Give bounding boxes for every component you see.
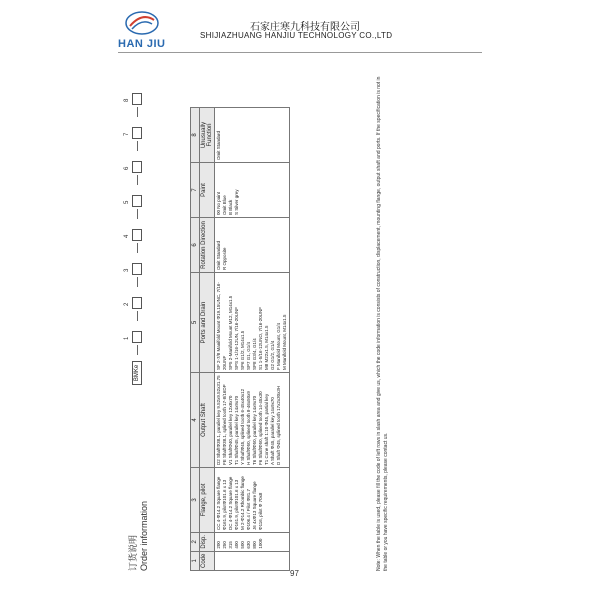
cell-line: T6 ShaftΦ50, parallel key 14x9x70 xyxy=(252,395,257,465)
shaft-cell xyxy=(215,372,290,467)
header-shaft: Output Shaft xyxy=(200,372,215,467)
cell-line: R Opposite xyxy=(222,247,227,270)
paint-cell xyxy=(215,162,290,217)
code-slot-number: 2 xyxy=(124,302,130,306)
title-en: Order information xyxy=(139,500,149,571)
cell-line: 400 xyxy=(234,541,239,549)
code-prefix-box: BMKe xyxy=(132,361,142,385)
cell-line: FE ShaftΦ38.1, splined tooth 17-8/16DP xyxy=(222,384,227,465)
cell-line: 250 xyxy=(222,541,227,549)
header-flange: Flange, pilot xyxy=(200,467,215,532)
cell-line: CC 4-Φ14.2 Square flange Φ161.9, pilotΦ101.6 x 13 xyxy=(216,476,227,530)
code-slot-number: 7 xyxy=(124,132,130,136)
index-cell: 3 xyxy=(191,467,200,532)
code-slot-box xyxy=(132,127,142,139)
cell-line: A Shaft Φ45, parallel key 14x9x70 xyxy=(270,397,275,465)
cell-line: SP7 G1, G1/4 xyxy=(246,341,251,370)
code-slot-box xyxy=(132,297,142,309)
code-slot-number: 5 xyxy=(124,200,130,204)
function-cell xyxy=(215,107,290,162)
cell-line: H ShaftΦ50, splined tooth 8-46x50x9 xyxy=(246,391,251,465)
title-cn: 订货说明 xyxy=(128,534,138,571)
cell-line: 315 xyxy=(228,541,233,549)
company-name-en: SHIJIAZHUANG HANJIU TECHNOLOGY CO.,LTD xyxy=(200,31,393,40)
index-cell: 6 xyxy=(191,217,200,272)
cell-line: 630 xyxy=(246,541,251,549)
cell-line: 500 xyxy=(240,541,245,549)
note-text: Note: When the table is used, please fill the code of left rows in slash area and give us, which the code information is consists of construction, displacement, mounting flange, output shaft and ports. If the specification is not in the table or you have specific requirements, please contact us. xyxy=(376,76,389,571)
cell-line: SF 2-7/8 Manifold Mount Φ19.15UNC, 7/16-20UNF xyxy=(216,282,227,370)
cell-line: D2 ShaftΦ38.1, parallel key 9.52x9.52x31.75 xyxy=(216,375,221,465)
cell-line: SP5 2-Manifold Mount M12, M14x1.5 xyxy=(228,295,233,370)
company-name-cn: 石家庄寒九科技有限公司 xyxy=(250,22,360,33)
cell-line: S Silver grey xyxy=(234,189,239,215)
cell-line: T1 ShaftΦ45, parallel key 14x9x70 xyxy=(234,395,239,465)
header-rotation: Rotation Direction xyxy=(200,217,215,272)
code-dash xyxy=(137,345,138,355)
brand-name: HAN JIU xyxy=(118,38,166,50)
code-dash xyxy=(137,107,138,117)
cell-line: D Shaft Φ45, splined tooth 17x2x30x3H xyxy=(276,385,281,465)
header-disp: Disp. xyxy=(200,532,215,551)
header-ports: Ports and Drain xyxy=(200,272,215,372)
cell-line: SPS 1-1/16-12UN, 7/16-20UNF xyxy=(234,306,239,370)
cell-line: F6 ShaftΦ50, splined tooth 14-45x30 xyxy=(258,391,263,465)
order-table xyxy=(190,107,290,571)
code-dash xyxy=(137,175,138,185)
code-slot-box xyxy=(132,161,142,173)
code-slot-box xyxy=(132,93,142,105)
code-cell xyxy=(215,551,290,570)
cell-line: B Black xyxy=(228,199,233,215)
flange-cell xyxy=(215,467,290,532)
rotation-cell xyxy=(215,217,290,272)
cell-line: SP8 G3/4, G1/4 xyxy=(252,338,257,370)
code-slot-number: 8 xyxy=(124,98,130,102)
cell-line: F Manifold Mount, G1/4 xyxy=(276,322,281,370)
cell-line: 800 xyxy=(252,541,257,549)
code-slot-box xyxy=(132,229,142,241)
page-number: 97 xyxy=(290,569,299,578)
code-slot-box xyxy=(132,263,142,275)
cell-line: 00 No paint xyxy=(216,191,221,215)
cell-line: DC 4-Φ14.2 Square flange Φ161.9, pilotΦ101.6 x 13 xyxy=(228,476,239,530)
index-cell: 2 xyxy=(191,532,200,551)
hanjiu-logo-icon xyxy=(124,10,160,36)
cell-line: 200 xyxy=(216,541,221,549)
header-function: Unusually Function xyxy=(200,107,215,162)
header-code: Code xyxy=(200,551,215,570)
code-dash xyxy=(137,311,138,321)
cell-line: Omit Blue xyxy=(222,195,227,215)
cell-line: 1000 xyxy=(258,538,263,549)
code-dash xyxy=(137,277,138,287)
cell-line: M8 M22x1.5, M14x1.5 xyxy=(264,325,269,370)
header-row xyxy=(200,107,215,570)
disp-cell xyxy=(215,532,290,551)
code-dash xyxy=(137,209,138,219)
index-cell: 4 xyxy=(191,372,200,467)
cell-line: J6 4xΦ13 Square flange Φ116, pilot Φ 70x8 xyxy=(252,481,263,530)
cell-line: M 2-Φ14.2 Rhombic flange Φ106.4 / Pilot Φ81.7 xyxy=(240,476,251,530)
index-cell: 8 xyxy=(191,107,200,162)
cell-line: Omit Standard xyxy=(216,240,221,270)
code-dash xyxy=(137,141,138,151)
cell-line: SP6 G1/2, M14x1.5 xyxy=(240,330,245,370)
code-dash xyxy=(137,243,138,253)
cell-line: V1 ShaftΦ40, parallel key 12x8x70 xyxy=(228,395,233,465)
cell-line: Omit Standard xyxy=(216,130,221,160)
ports-cell xyxy=(215,272,290,372)
cell-line: M Manifold Mount, M14x1.5 xyxy=(282,314,287,370)
code-slot-number: 6 xyxy=(124,166,130,170)
cell-line: Y ShaftΦ45, splined tooth 6-45x40x12 xyxy=(240,388,245,465)
index-cell: 7 xyxy=(191,162,200,217)
cell-line: S1 1-5/16-12UNO, 7/16-20UNF xyxy=(258,306,263,370)
index-cell: 1 xyxy=(191,551,200,570)
code-slot-number: 4 xyxy=(124,234,130,238)
data-row xyxy=(215,107,290,570)
code-slot-box xyxy=(132,331,142,343)
header-divider xyxy=(118,52,482,53)
cell-line: G2 G1/2, G1/4 xyxy=(270,340,275,370)
code-slot-box xyxy=(132,195,142,207)
code-slot-number: 1 xyxy=(124,336,130,340)
order-info-panel xyxy=(118,65,408,585)
index-cell: 5 xyxy=(191,272,200,372)
code-slot-number: 3 xyxy=(124,268,130,272)
index-row xyxy=(191,107,200,570)
cell-line: T1 Cone shaft 1:10 Φ45, partial key xyxy=(264,393,269,465)
header-paint: Paint xyxy=(200,162,215,217)
